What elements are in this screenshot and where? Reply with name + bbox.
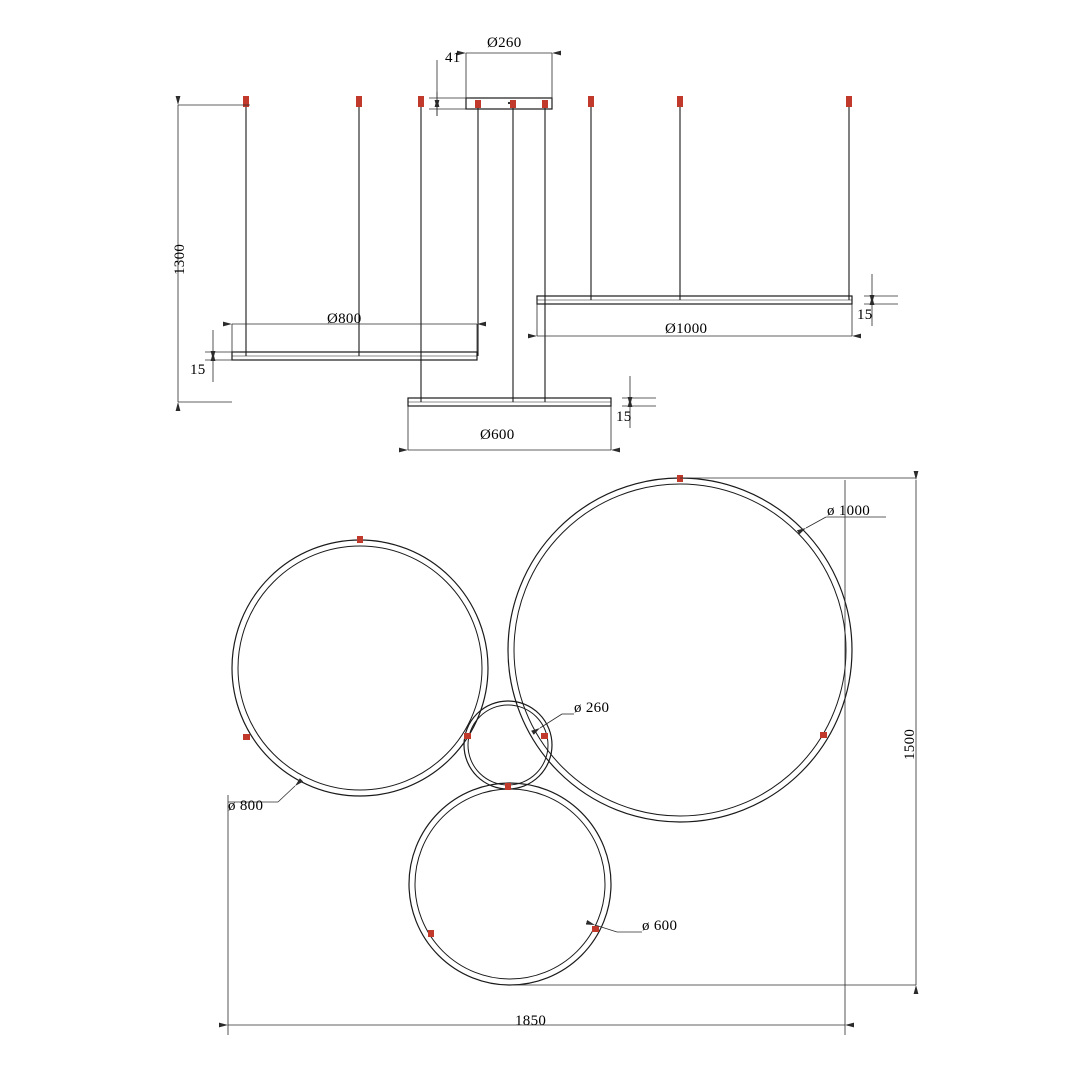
dim-label-ring600-width: Ø600 (480, 427, 515, 443)
dim-ring800-width (232, 324, 477, 352)
dim-label-ring800-width: Ø800 (327, 311, 362, 327)
dim-canopy-thickness (429, 60, 470, 116)
ring-260-plan (464, 701, 552, 789)
ring-600-elevation (408, 398, 611, 406)
ring-800-elevation (232, 352, 477, 360)
ring-600-plan (409, 783, 611, 985)
dim-label-canopy-diameter: Ø260 (487, 35, 522, 51)
suspension-cables (246, 105, 849, 402)
dim-label-ring800-thickness: 15 (190, 362, 206, 378)
dim-canopy-diameter (466, 53, 552, 99)
ring-800-plan (232, 540, 488, 796)
dim-label-ring260-plan: ø 260 (574, 700, 610, 716)
ring-1000-elevation (537, 296, 852, 304)
dim-label-ring800-plan: ø 800 (228, 798, 264, 814)
dim-label-drop-height: 1300 (172, 243, 188, 275)
elevation-view (178, 53, 898, 450)
dim-label-ring1000-plan: ø 1000 (827, 503, 871, 519)
dim-label-overall-height: 1500 (902, 728, 918, 760)
dim-label-overall-width: 1850 (515, 1013, 547, 1029)
dim-label-ring1000-width: Ø1000 (665, 321, 708, 337)
plan-dimension-frame (228, 478, 916, 1035)
dim-label-canopy-thickness: 41 (445, 50, 461, 66)
plan-mount-nodes (243, 475, 827, 937)
ring-1000-plan (508, 478, 852, 822)
dim-label-ring600-plan: ø 600 (642, 918, 678, 934)
dim-label-ring600-thickness: 15 (616, 409, 632, 425)
dim-label-ring1000-thickness: 15 (857, 307, 873, 323)
plan-view (228, 475, 916, 1035)
